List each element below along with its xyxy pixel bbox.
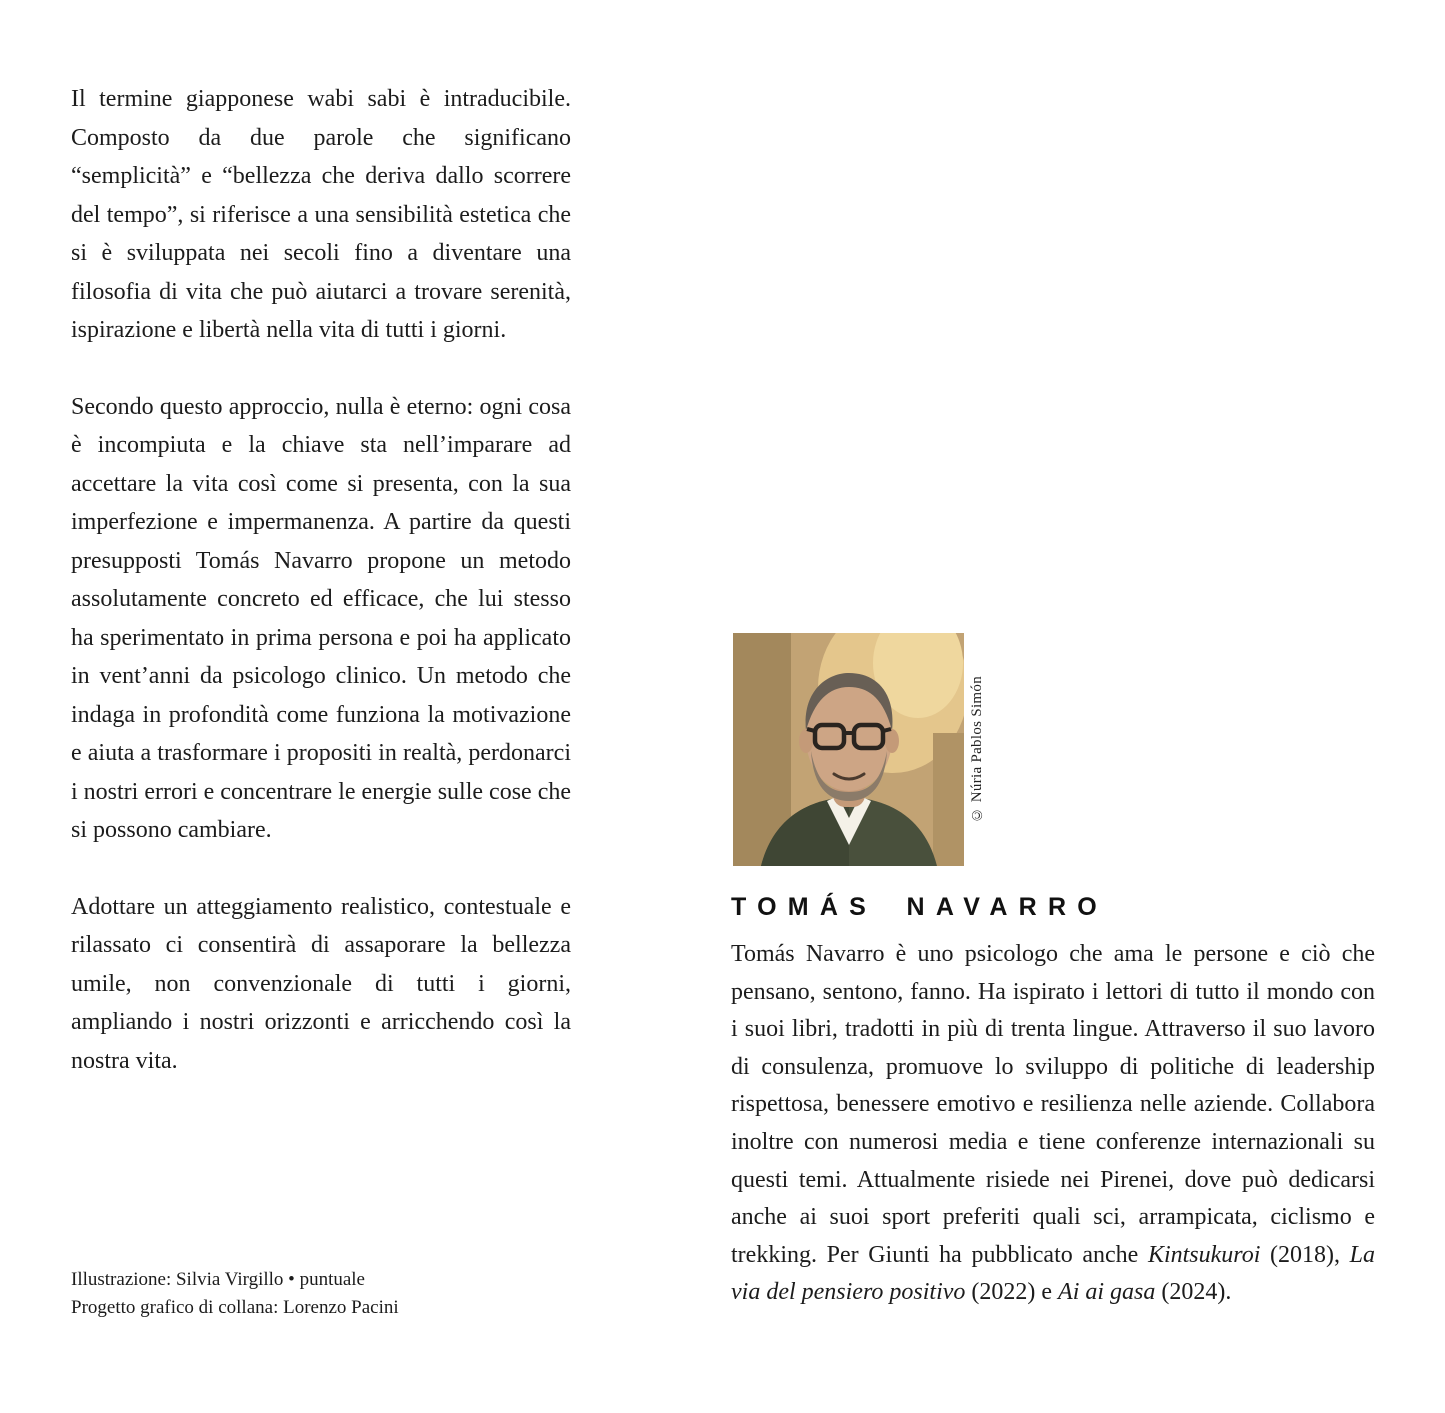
author-portrait-illustration [733,633,964,866]
bio-text: (2024). [1155,1279,1232,1306]
author-photo-block [733,633,986,866]
synopsis-paragraph-3: Adottare un atteggiamento realistico, contestuale e rilassato ci consentirà di assaporare la bellezza umile, non convenzionale di tutti i giorni, ampliando i nostri orizzonti e arricchendo così la nostra vita. [71,893,571,1074]
design-credit: Progetto grafico di collana: Lorenzo Pacini [71,1297,399,1318]
bio-book-title-la-via: La via del pensiero positivo [731,1241,1375,1306]
photo-credit: © Núria Pablos Simón [969,676,985,823]
synopsis-paragraph-1: Il termine giapponese wabi sabi è intraducibile. Composto da due parole che significano “semplicità” e “bellezza che deriva dallo scorrere del tempo”, si riferisce a una sensibilità estetica che si è sviluppata nei secoli fino a diventare una filosofia di vita che può aiutarci a trovare serenità, ispirazione e libertà nella vita di tutti i giorni. [71,86,571,343]
author-name-heading: TOMÁS NAVARRO [731,893,1108,921]
bio-text: (2022) e [965,1279,1059,1306]
bio-text: (2018), [1260,1241,1350,1268]
author-bio [731,936,1375,1312]
credits-block [71,1266,399,1322]
synopsis-column [71,80,571,1118]
bio-book-title-kintsukuroi: Kintsukuroi [1147,1241,1261,1268]
synopsis-paragraph-2: Secondo questo approccio, nulla è eterno: ogni cosa è incompiuta e la chiave sta nell’imparare ad accettare la vita così come si presenta, con la sua imperfezione e impermanenza. A partire da questi presupposti Tomás Navarro propone un metodo assolutamente concreto ed efficace, che lui stesso ha sperimentato in prima persona e poi ha applicato in vent’anni da psicologo clinico. Un metodo che indaga in profondità come funziona la motivazione e aiuta a trasformare i propositi in realtà, perdonarci i nostri errori e concentrare le energie sulle cose che si possono cambiare. [71,393,571,843]
bio-book-title-ai-ai-gasa: Ai ai gasa [1058,1279,1156,1306]
illustration-credit: Illustrazione: Silvia Virgillo • puntuale [71,1269,365,1290]
author-photo [733,633,964,866]
bio-text: Tomás Navarro è uno psicologo che ama le persone e ciò che pensano, sentono, fanno. Ha ispirato i lettori di tutto il mondo con i suoi libri, tradotti in più di trenta lingue. Attraverso il suo lavoro di consulenza, promuove lo sviluppo di politiche di leadership rispettosa, benessere emotivo e resilienza nelle aziende. Collabora inoltre con numerosi media e tiene conferenze internazionali su questi temi. Attualmente risiede nei Pirenei, dove può dedicarsi anche ai suoi sport preferiti quali sci, arrampicata, ciclismo e trekking. Per Giunti ha pubblicato anche [731,941,1375,1268]
